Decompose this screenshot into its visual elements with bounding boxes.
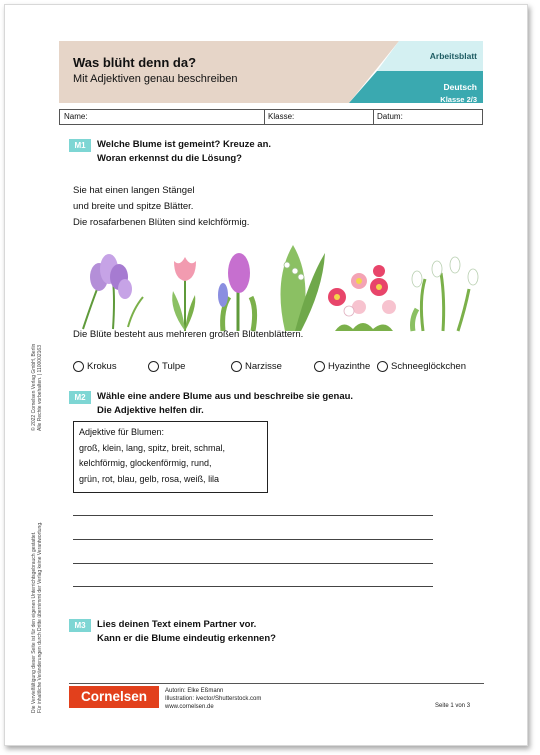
footer-divider xyxy=(69,683,484,684)
radio-icon[interactable] xyxy=(231,361,242,372)
m1-badge: M1 xyxy=(69,139,91,152)
divider xyxy=(264,110,265,124)
m1-task-line2: Woran erkennst du die Lösung? xyxy=(97,153,242,164)
name-field-label: Name: xyxy=(64,112,88,121)
subject-label: Deutsch xyxy=(443,82,477,92)
cornelsen-logo: Cornelsen xyxy=(69,686,159,708)
desc-line: und breite und spitze Blätter. xyxy=(73,201,194,212)
m1-hint: Die Blüte besteht aus mehreren großen Blütenblättern. xyxy=(73,329,304,340)
option-label: Krokus xyxy=(87,361,117,372)
hyacinth-icon xyxy=(218,253,255,331)
daisy-icon xyxy=(328,265,396,331)
footer-credits xyxy=(165,687,261,711)
name-class-date-bar xyxy=(59,109,483,125)
radio-icon[interactable] xyxy=(377,361,388,372)
class-field-label: Klasse: xyxy=(268,112,295,121)
side-copyright xyxy=(31,344,43,431)
m3-task-line2: Kann er die Blume eindeutig erkennen? xyxy=(97,633,276,644)
notice-line: Die Vervielfältigung dieser Seite ist für den eigenen Unterrichtsgebrauch gestattet. xyxy=(31,531,37,713)
option-schneegloeckchen[interactable] xyxy=(377,361,466,372)
notice-line: Für inhaltliche Veränderungen durch Dritte übernimmt der Verlag keine Verantwortung. xyxy=(37,521,43,713)
website-link[interactable]: www.cornelsen.de xyxy=(165,704,214,710)
m2-task-line1: Wähle eine andere Blume aus und beschreibe sie genau. xyxy=(97,391,354,402)
option-label: Tulpe xyxy=(162,361,186,372)
writing-line[interactable] xyxy=(73,586,433,587)
snowdrop-icon xyxy=(412,257,478,331)
m3-task xyxy=(97,618,276,646)
doc-type-label: Arbeitsblatt xyxy=(429,51,477,61)
tulip-icon xyxy=(172,257,196,331)
writing-line[interactable] xyxy=(73,515,433,516)
adjective-box xyxy=(73,421,268,493)
radio-icon[interactable] xyxy=(148,361,159,372)
option-narzisse[interactable] xyxy=(231,361,282,372)
desc-line: Die rosafarbenen Blüten sind kelchförmig. xyxy=(73,217,250,228)
option-label: Narzisse xyxy=(245,361,282,372)
copyright-line: © 2022 Cornelsen Verlag GmbH, Berlin xyxy=(31,343,37,431)
illustration-credit: Illustration: ivector/Shutterstock.com xyxy=(165,696,262,702)
radio-icon[interactable] xyxy=(73,361,84,372)
m1-task-line1: Welche Blume ist gemeint? Kreuze an. xyxy=(97,139,272,150)
writing-line[interactable] xyxy=(73,539,433,540)
copyright-line: Alle Rechte vorbehalten. | 1100002163 xyxy=(37,345,43,431)
m2-badge: M2 xyxy=(69,391,91,404)
m2-task-line2: Die Adjektive helfen dir. xyxy=(97,405,204,416)
adjective-box-title: Adjektive für Blumen: xyxy=(79,427,165,437)
option-hyazinthe[interactable] xyxy=(314,361,370,372)
lily-of-the-valley-icon xyxy=(281,245,326,331)
radio-icon[interactable] xyxy=(314,361,325,372)
adjective-line: grün, rot, blau, gelb, rosa, weiß, lila xyxy=(79,473,220,484)
side-notice xyxy=(31,522,43,714)
page-number: Seite 1 von 3 xyxy=(435,703,471,709)
m1-description xyxy=(73,183,249,231)
grade-label: Klasse 2/3 xyxy=(440,95,477,104)
desc-line: Sie hat einen langen Stängel xyxy=(73,185,195,196)
adjective-line: kelchförmig, glockenförmig, rund, xyxy=(79,458,212,468)
m2-task xyxy=(97,390,353,418)
divider xyxy=(373,110,374,124)
author-credit: Autorin: Elke Eßmann xyxy=(165,688,224,694)
crocus-icon xyxy=(83,254,143,329)
flower-illustrations xyxy=(73,239,481,333)
option-label: Hyazinthe xyxy=(328,361,371,372)
option-label: Schneeglöckchen xyxy=(391,361,466,372)
m1-task xyxy=(97,138,271,166)
page-subtitle: Mit Adjektiven genau beschreiben xyxy=(73,73,238,85)
worksheet-page xyxy=(4,4,528,746)
option-krokus[interactable] xyxy=(73,361,117,372)
option-tulpe[interactable] xyxy=(148,361,185,372)
adjective-line: groß, klein, lang, spitz, breit, schmal, xyxy=(79,442,226,453)
m3-task-line1: Lies deinen Text einem Partner vor. xyxy=(97,619,257,630)
m3-badge: M3 xyxy=(69,619,91,632)
page-title: Was blüht denn da? xyxy=(73,55,197,70)
writing-line[interactable] xyxy=(73,563,433,564)
date-field-label: Datum: xyxy=(377,112,403,121)
